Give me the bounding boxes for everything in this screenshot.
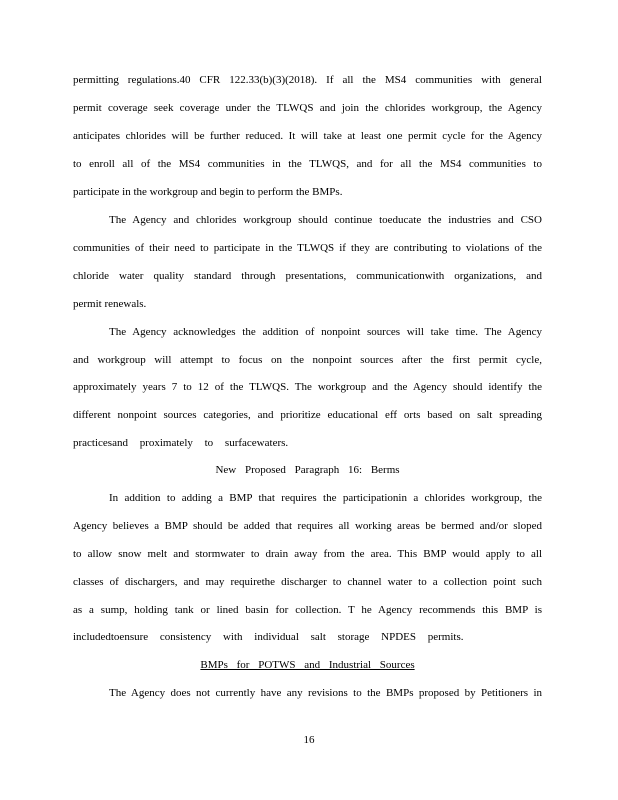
paragraph-2-line-4: permit renewals. bbox=[73, 298, 147, 310]
paragraph-3-line-5: practicesand proximately to surfacewaters. bbox=[73, 437, 289, 449]
paragraph-5-line-1: The Agency does not currently have any revisions to the BMPs proposed by Petitioners in bbox=[109, 687, 542, 699]
paragraph-2-line-1: The Agency and chlorides workgroup should continue toeducate the industries and CSO bbox=[109, 214, 542, 226]
paragraph-2-line-3: chloride water quality standard through presentations, communicationwith organizations, and bbox=[73, 270, 542, 282]
paragraph-4-line-6: includedtoensure consistency with individual salt storage NPDES permits. bbox=[73, 631, 464, 643]
paragraph-1-line-4: to enroll all of the MS4 communities in the TLWQS, and for all the MS4 communities to bbox=[73, 158, 542, 170]
section-heading-bmps-potws: BMPs for POTWS and Industrial Sources bbox=[200, 659, 415, 671]
paragraph-1-line-1: permitting regulations.40 CFR 122.33(b)(3)(2018). If all the MS4 communities with general bbox=[73, 74, 542, 86]
page-number: 16 bbox=[303, 734, 315, 746]
paragraph-3-line-3: approximately years 7 to 12 of the TLWQS. The workgroup and the Agency should identify the bbox=[73, 381, 542, 393]
paragraph-4-line-3: to allow snow melt and stormwater to drain away from the area. This BMP would apply to all bbox=[73, 548, 542, 560]
paragraph-1-line-2: permit coverage seek coverage under the TLWQS and join the chlorides workgroup, the Agency bbox=[73, 102, 542, 114]
paragraph-1-line-3: anticipates chlorides will be further reduced. It will take at least one permit cycle for the Agency bbox=[73, 130, 542, 142]
paragraph-2-line-2: communities of their need to participate in the TLWQS if they are contributing to violations of the bbox=[73, 242, 542, 254]
paragraph-3-line-1: The Agency acknowledges the addition of nonpoint sources will take time. The Agency bbox=[109, 326, 542, 338]
paragraph-4-line-5: as a sump, holding tank or lined basin for collection. T he Agency recommends this BMP is bbox=[73, 604, 542, 616]
paragraph-3-line-4: different nonpoint sources categories, and prioritize educational eff orts based on salt spreading bbox=[73, 409, 542, 421]
paragraph-3-line-2: and workgroup will attempt to focus on the nonpoint sources after the first permit cycle, bbox=[73, 354, 542, 366]
paragraph-4-line-1: In addition to adding a BMP that requires the participationin a chlorides workgroup, the bbox=[109, 492, 542, 504]
paragraph-1-line-5: participate in the workgroup and begin to perform the BMPs. bbox=[73, 186, 343, 198]
section-heading-berms: New Proposed Paragraph 16: Berms bbox=[215, 464, 400, 476]
paragraph-4-line-2: Agency believes a BMP should be added that requires all working areas be bermed and/or sloped bbox=[73, 520, 542, 532]
paragraph-4-line-4: classes of dischargers, and may requirethe discharger to channel water to a collection point such bbox=[73, 576, 542, 588]
